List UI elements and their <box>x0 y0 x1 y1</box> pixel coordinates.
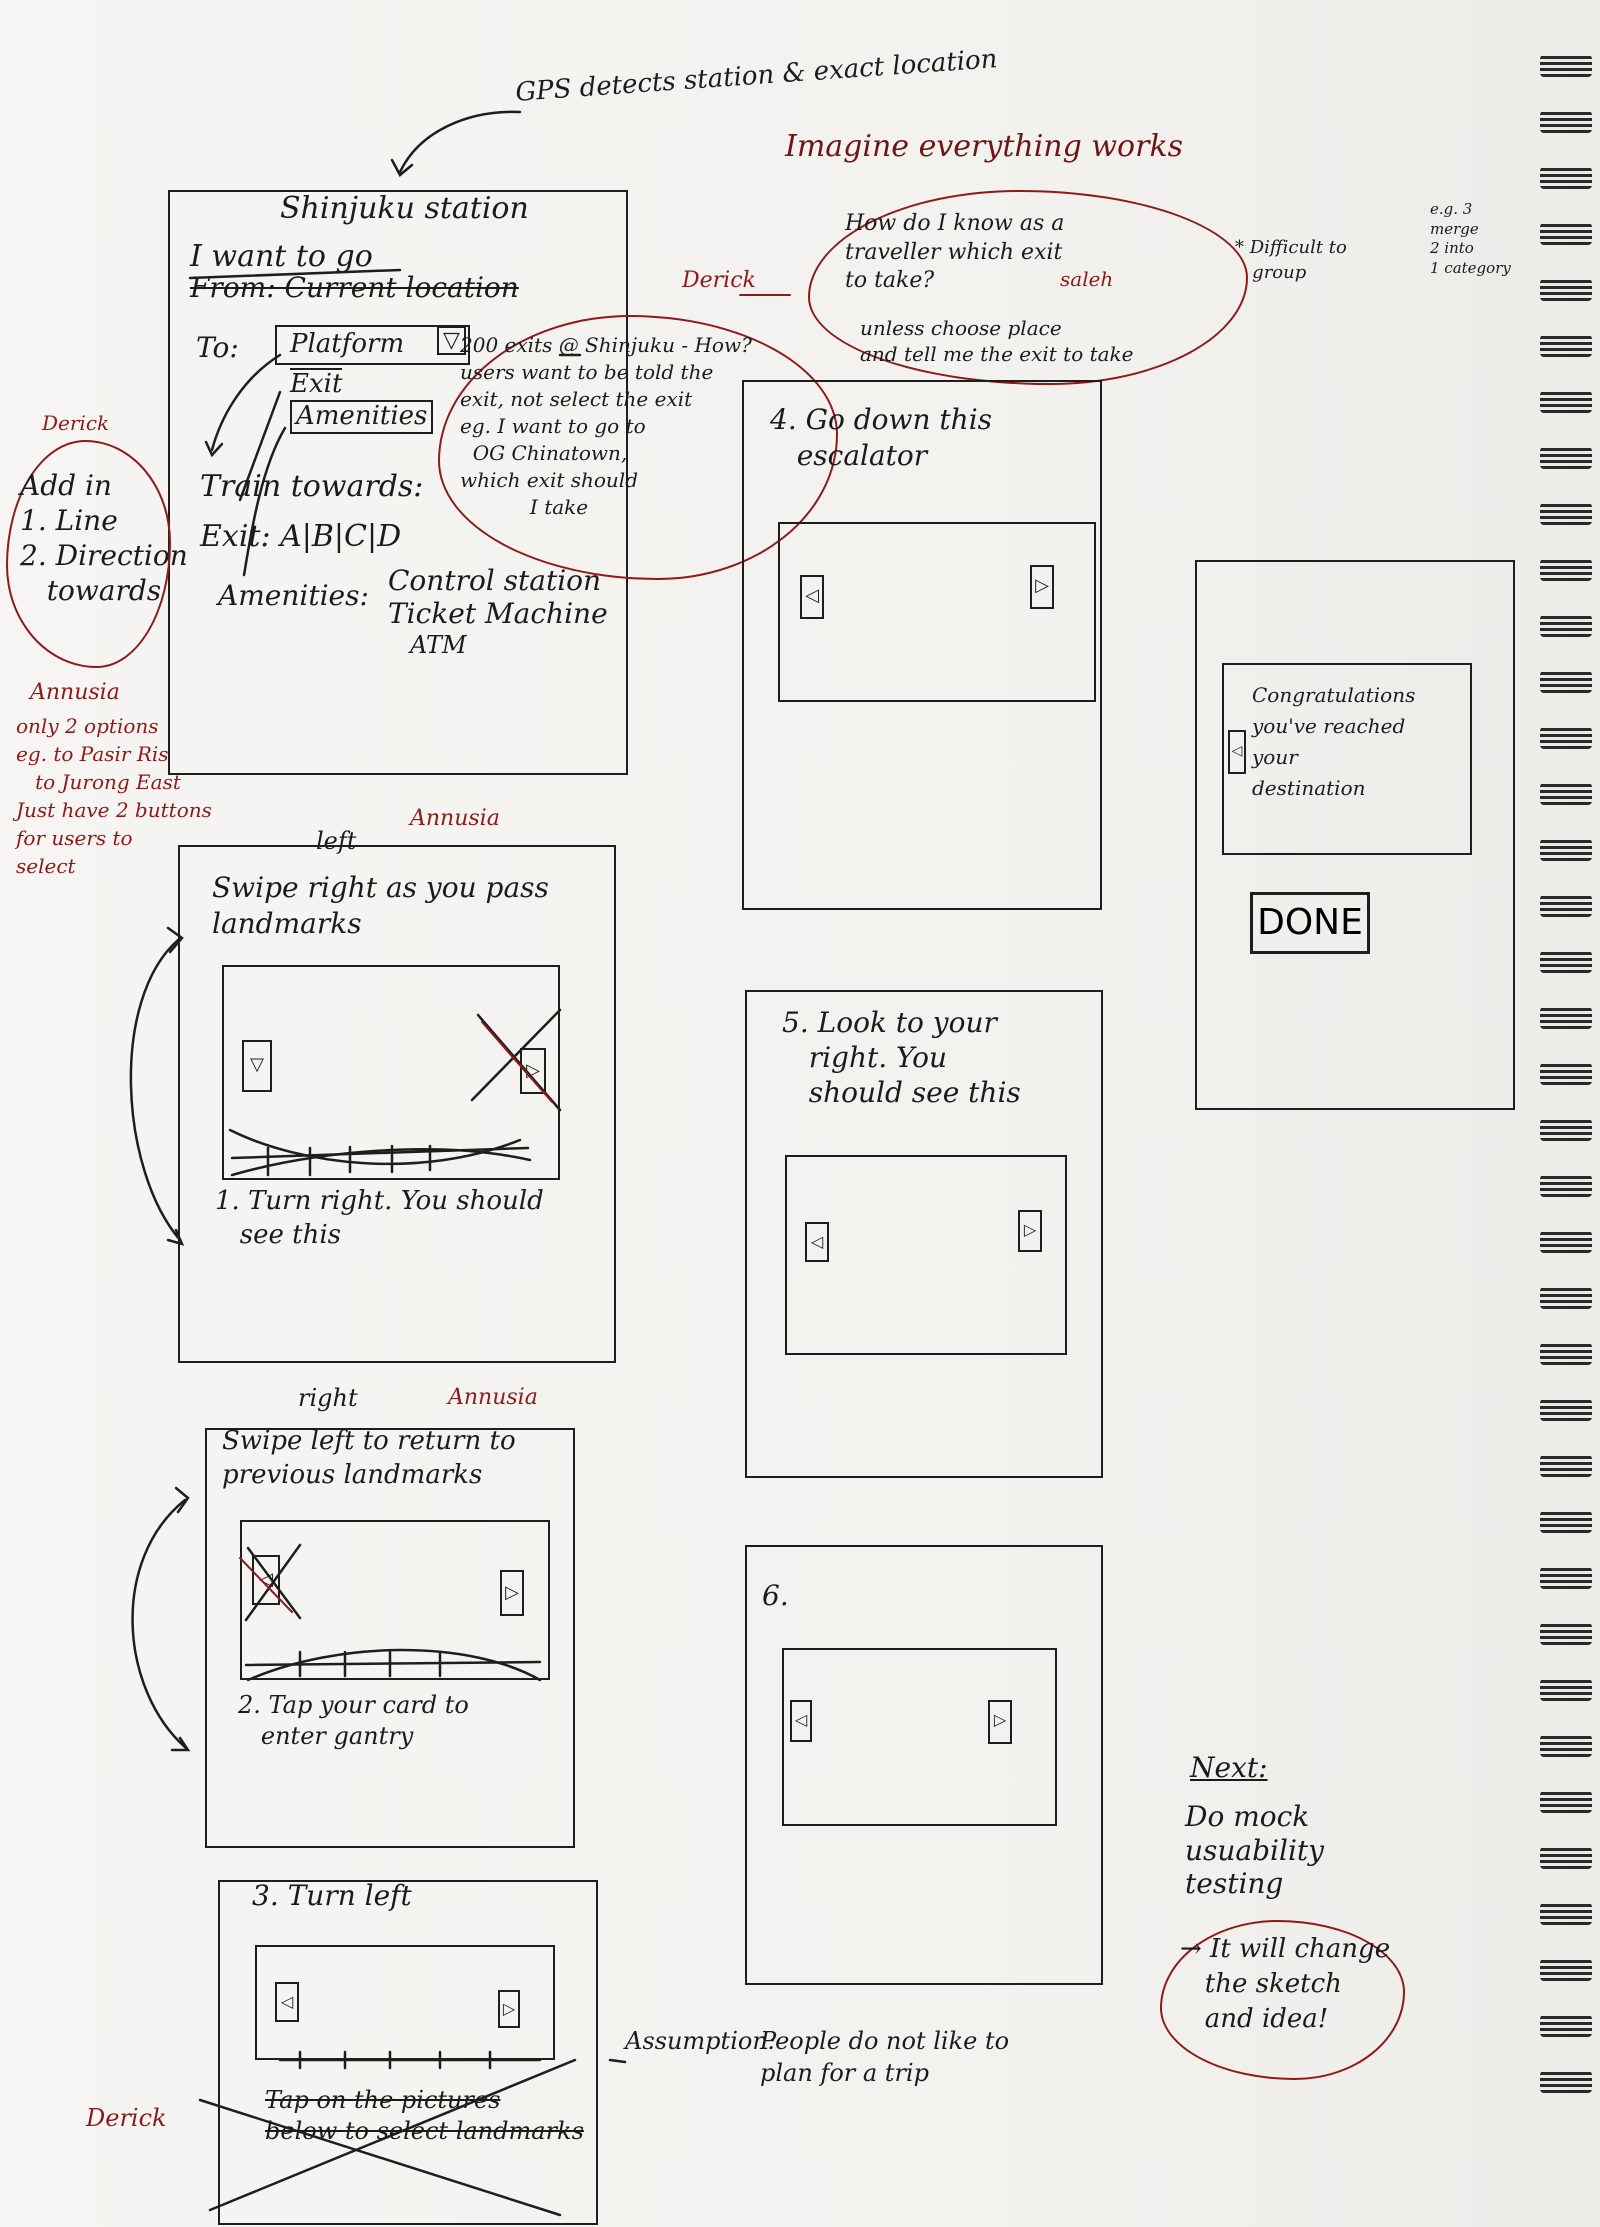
screen6-left-icon[interactable]: ◁ <box>790 1700 812 1742</box>
right-word: right <box>298 1384 358 1412</box>
add-in-note: Add in 1. Line 2. Direction towards <box>20 469 188 607</box>
dropdown-platform[interactable]: Platform <box>290 329 405 359</box>
step-1-caption: 1. Turn right. You should see this <box>215 1186 544 1250</box>
to-label: To: <box>196 331 239 364</box>
escalator-title: 4. Go down this escalator <box>770 403 993 473</box>
annusia-name-swipe: Annusia <box>410 806 500 831</box>
landmark-left-icon[interactable]: ▽ <box>242 1040 272 1092</box>
exit-options: Exit: A|B|C|D <box>200 519 402 554</box>
amenity-control-station: Control station <box>388 564 602 597</box>
train-towards-label: Train towards: <box>200 469 424 504</box>
saleh-name: saleh <box>1060 267 1114 291</box>
chevron-down-icon[interactable]: ▽ <box>437 326 466 355</box>
swipe-instruction: Swipe right as you pass landmarks <box>212 871 549 941</box>
nav-left-icon[interactable]: ◁ <box>800 575 824 619</box>
screen-6-title: 6. <box>762 1579 789 1612</box>
turn-left-right-icon[interactable]: ▷ <box>498 1990 520 2028</box>
turn-left-left-icon[interactable]: ◁ <box>275 1982 299 2022</box>
assumption-text: People do not like to plan for a trip <box>760 2027 1010 2088</box>
i-want-label: I want to go <box>190 239 373 274</box>
landmark-right-icon-2[interactable]: ▷ <box>500 1570 524 1616</box>
amenity-ticket-machine: Ticket Machine <box>388 597 608 630</box>
left-word: left <box>316 827 357 855</box>
step-2-caption: 2. Tap your card to enter gantry <box>238 1691 469 1751</box>
look-right-left-icon[interactable]: ◁ <box>805 1222 829 1262</box>
annusia-name-swipe2: Annusia <box>448 1385 538 1410</box>
dropdown-amenities[interactable]: Amenities <box>290 400 433 434</box>
annusia-options-note: only 2 options eg. to Pasir Ris to Jurong East Just have 2 buttons for users to select <box>16 714 212 878</box>
difficult-note: * Difficult to group <box>1235 237 1347 284</box>
change-bubble-text: → It will change the sketch and idea! <box>1180 1934 1391 2035</box>
derick-name-bottom: Derick <box>86 2104 167 2132</box>
return-instruction: Swipe left to return to previous landmarks <box>222 1426 516 1490</box>
traveller-bubble-text: How do I know as a traveller which exit to take? <box>845 211 1065 294</box>
amenities-label: Amenities: <box>218 579 369 612</box>
annusia-name-left: Annusia <box>30 680 120 705</box>
congrats-left-icon: ◁ <box>1228 730 1246 774</box>
eg-merge-note: e.g. 3 merge 2 into 1 category <box>1430 200 1511 277</box>
landmark-left-icon-crossed[interactable]: ◁ <box>252 1555 280 1605</box>
landmark-right-icon[interactable]: ▷ <box>520 1048 546 1094</box>
turn-left-title: 3. Turn left <box>252 1879 412 1912</box>
amenity-atm: ATM <box>410 631 467 659</box>
derick-name-top: Derick <box>682 268 756 293</box>
look-right-title: 5. Look to your right. You should see this <box>782 1006 1021 1109</box>
next-label: Next: <box>1190 1751 1268 1784</box>
dropdown-exit[interactable]: Exit <box>290 368 342 402</box>
derick-name-left: Derick <box>42 411 110 435</box>
nav-right-icon[interactable]: ▷ <box>1030 565 1054 609</box>
congrats-message: Congratulations you've reached your destination <box>1252 683 1416 800</box>
next-text: Do mock usuability testing <box>1185 1800 1324 1901</box>
station-title: Shinjuku station <box>280 191 529 226</box>
tap-pictures-crossed: Tap on the pictures below to select landmarks <box>265 2086 584 2146</box>
assumption-label: Assumption: <box>625 2027 776 2055</box>
gps-note: GPS detects station & exact location <box>514 44 999 108</box>
screen6-right-icon[interactable]: ▷ <box>988 1700 1012 1744</box>
look-right-right-icon[interactable]: ▷ <box>1018 1210 1042 1252</box>
imagine-note: Imagine everything works <box>785 129 1184 164</box>
unless-note: unless choose place and tell me the exit to take <box>860 316 1134 366</box>
from-crossed: From: Current location <box>190 271 519 304</box>
done-button[interactable]: DONE <box>1250 892 1370 954</box>
exits-bubble-text: 200 exits @ Shinjuku - How? users want to be told the exit, not select the exit eg. I want to go to OG Chinatown, which exit should I take <box>460 333 752 519</box>
